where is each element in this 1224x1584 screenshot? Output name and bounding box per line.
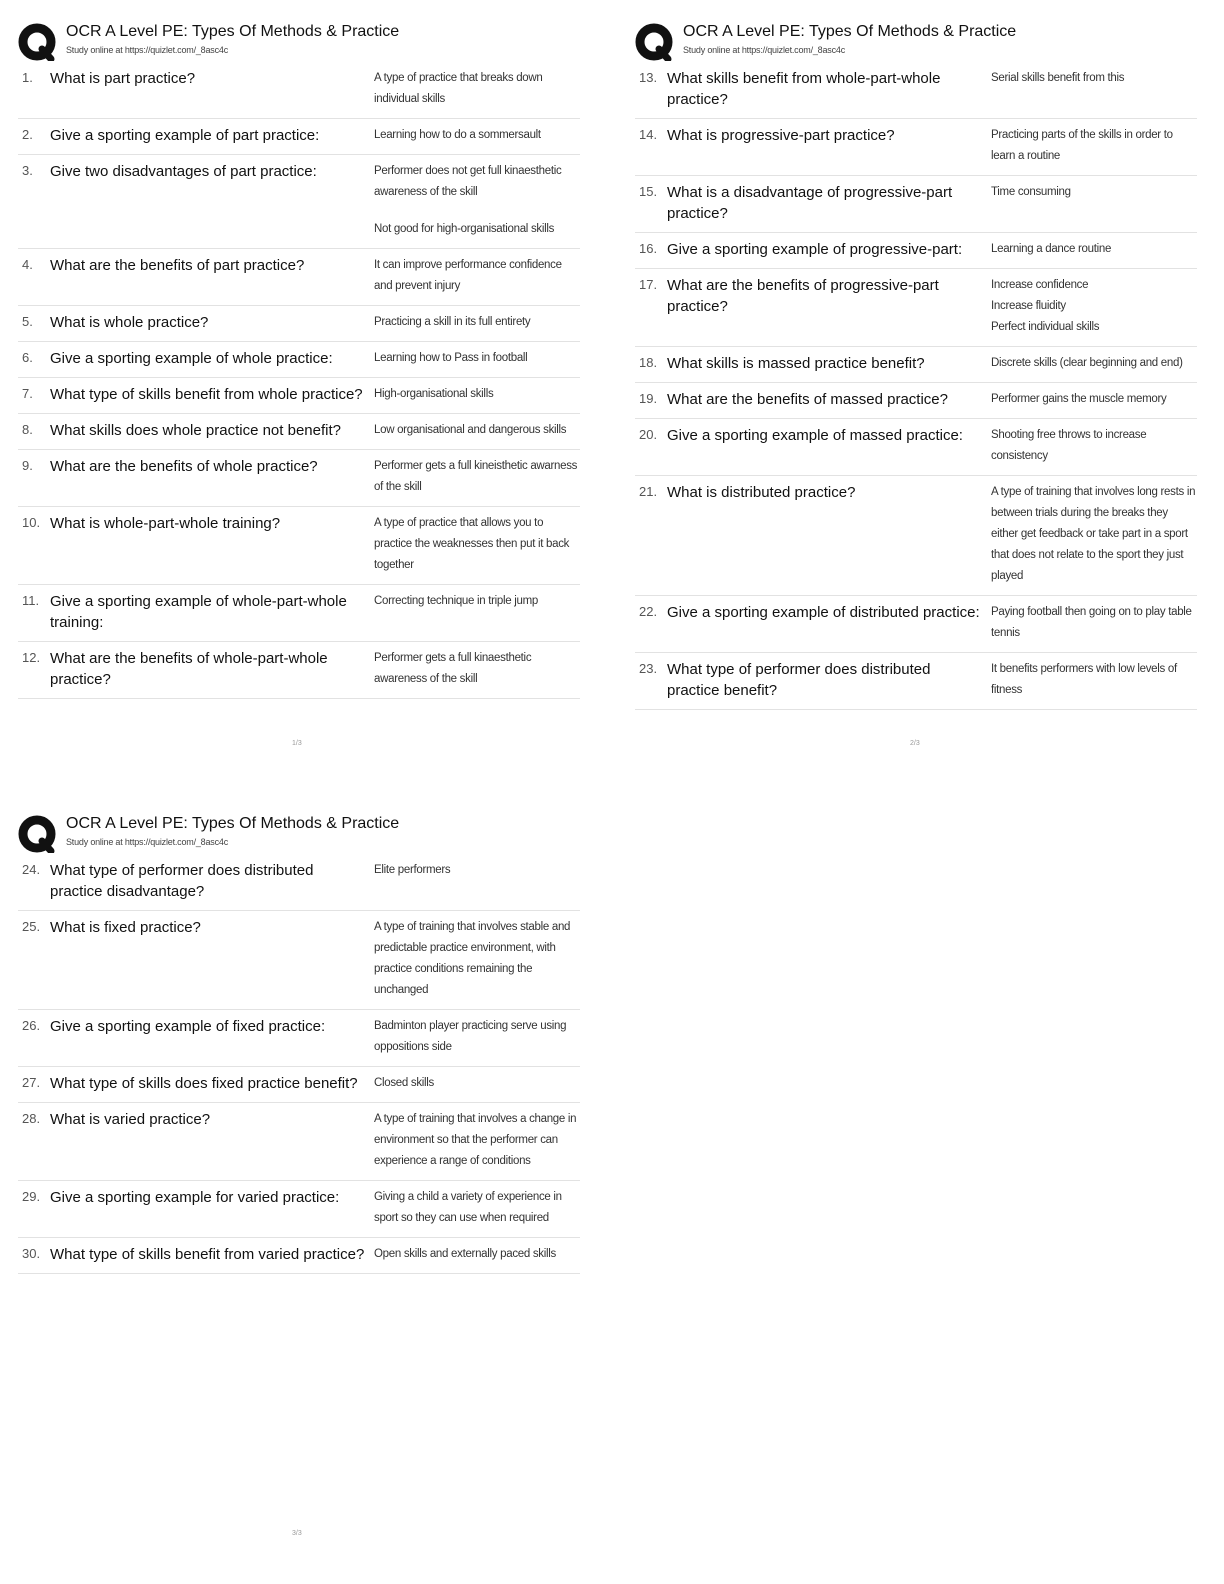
card-number: 8. bbox=[22, 422, 33, 437]
card-answer bbox=[374, 420, 580, 441]
answer-line: Increase confidence bbox=[991, 279, 1089, 291]
page-header bbox=[18, 810, 580, 854]
document-subtitle: Study online at https://quizlet.com/_8asc4c bbox=[683, 45, 845, 55]
flashcard-row bbox=[18, 854, 580, 911]
card-question: What is part practice? bbox=[50, 70, 196, 87]
answer-line: Perfect individual skills bbox=[991, 321, 1100, 333]
card-answer bbox=[374, 1109, 580, 1172]
page-1 bbox=[18, 18, 580, 699]
card-number: 6. bbox=[22, 350, 33, 365]
card-number: 1. bbox=[22, 70, 33, 85]
card-answer bbox=[374, 348, 580, 369]
card-question: What is fixed practice? bbox=[50, 919, 201, 936]
flashcard-row bbox=[18, 1103, 580, 1181]
page-number: 3/3 bbox=[292, 1530, 302, 1537]
flashcard-row bbox=[18, 306, 580, 342]
card-question: What type of skills benefit from varied practice? bbox=[50, 1246, 365, 1263]
card-answer bbox=[374, 591, 580, 633]
answer-line: Paying football then going on to play table tennis bbox=[991, 606, 1192, 639]
card-question: Give a sporting example of distributed practice: bbox=[667, 604, 980, 621]
card-question: What skills does whole practice not benefit? bbox=[50, 422, 341, 439]
card-answer bbox=[991, 602, 1197, 644]
card-number: 2. bbox=[22, 127, 33, 142]
card-question: What type of skills does fixed practice benefit? bbox=[50, 1075, 358, 1092]
card-number: 3. bbox=[22, 163, 33, 178]
card-question: Give two disadvantages of part practice: bbox=[50, 163, 317, 180]
card-number: 18. bbox=[639, 355, 658, 370]
card-answer bbox=[374, 456, 580, 498]
card-question: Give a sporting example of progressive-part: bbox=[667, 241, 963, 258]
answer-line: A type of practice that breaks down individual skills bbox=[374, 72, 543, 105]
card-question: What type of performer does distributed practice disadvantage? bbox=[50, 862, 314, 900]
card-number: 13. bbox=[639, 70, 658, 85]
answer-line: Low organisational and dangerous skills bbox=[374, 424, 567, 436]
card-question: Give a sporting example for varied practice: bbox=[50, 1189, 340, 1206]
flashcard-row bbox=[18, 342, 580, 378]
document-subtitle: Study online at https://quizlet.com/_8asc4c bbox=[66, 45, 228, 55]
card-answer bbox=[374, 384, 580, 405]
flashcard-row bbox=[18, 378, 580, 414]
card-number: 23. bbox=[639, 661, 658, 676]
card-number: 24. bbox=[22, 862, 41, 877]
card-answer bbox=[991, 659, 1197, 701]
card-number: 7. bbox=[22, 386, 33, 401]
card-number: 28. bbox=[22, 1111, 41, 1126]
card-answer bbox=[374, 1073, 580, 1094]
card-question: What skills benefit from whole-part-whole practice? bbox=[667, 70, 941, 108]
card-question: Give a sporting example of whole practice: bbox=[50, 350, 333, 367]
card-answer bbox=[374, 161, 580, 240]
answer-line: Practicing a skill in its full entirety bbox=[374, 316, 531, 328]
flashcard-row bbox=[18, 450, 580, 507]
card-number: 9. bbox=[22, 458, 33, 473]
page-number: 1/3 bbox=[292, 740, 302, 747]
card-question: Give a sporting example of whole-part-whole training: bbox=[50, 593, 347, 631]
card-number: 16. bbox=[639, 241, 658, 256]
flashcard-row bbox=[635, 62, 1197, 119]
document-title: OCR A Level PE: Types Of Methods & Practice bbox=[66, 815, 400, 832]
card-number: 19. bbox=[639, 391, 658, 406]
card-answer bbox=[991, 275, 1197, 338]
quizlet-logo-icon bbox=[635, 23, 673, 61]
page-number: 2/3 bbox=[910, 740, 920, 747]
card-question: What type of skills benefit from whole practice? bbox=[50, 386, 363, 403]
document-title: OCR A Level PE: Types Of Methods & Practice bbox=[66, 23, 400, 40]
card-question: What are the benefits of massed practice? bbox=[667, 391, 948, 408]
card-answer bbox=[374, 1244, 580, 1265]
answer-line: Open skills and externally paced skills bbox=[374, 1248, 556, 1260]
card-answer bbox=[374, 917, 580, 1001]
page-header bbox=[635, 18, 1197, 62]
answer-line: It can improve performance confidence and prevent injury bbox=[374, 259, 562, 292]
answer-line: High-organisational skills bbox=[374, 388, 494, 400]
flashcard-row bbox=[18, 1238, 580, 1274]
flashcard-row bbox=[18, 911, 580, 1010]
card-question: What skills is massed practice benefit? bbox=[667, 355, 925, 372]
card-answer bbox=[991, 389, 1197, 410]
flashcard-row bbox=[635, 476, 1197, 596]
flashcard-row bbox=[635, 233, 1197, 269]
card-number: 5. bbox=[22, 314, 33, 329]
card-number: 26. bbox=[22, 1018, 41, 1033]
card-question: What is a disadvantage of progressive-part practice? bbox=[667, 184, 953, 222]
flashcard-row bbox=[18, 155, 580, 249]
card-number: 14. bbox=[639, 127, 658, 142]
answer-line: Time consuming bbox=[991, 186, 1071, 198]
answer-line: Shooting free throws to increase consistency bbox=[991, 429, 1147, 462]
card-question: What are the benefits of part practice? bbox=[50, 257, 305, 274]
answer-line: Performer does not get full kinaesthetic awareness of the skill bbox=[374, 165, 562, 198]
card-number: 22. bbox=[639, 604, 658, 619]
card-question: Give a sporting example of fixed practice: bbox=[50, 1018, 326, 1035]
flashcard-row bbox=[18, 585, 580, 642]
answer-line: A type of training that involves stable and predictable practice environment, with practice conditions remaining the unchanged bbox=[374, 921, 571, 996]
quizlet-logo-icon bbox=[18, 815, 56, 853]
answer-line: Learning how to do a sommersault bbox=[374, 129, 541, 141]
answer-line: Not good for high-organisational skills bbox=[374, 223, 555, 235]
answer-line: A type of practice that allows you to practice the weaknesses then put it back together bbox=[374, 517, 570, 571]
card-question: What are the benefits of progressive-part practice? bbox=[667, 277, 939, 315]
flashcard-row bbox=[18, 119, 580, 155]
answer-spacer bbox=[374, 203, 580, 219]
card-question: What is whole-part-whole training? bbox=[50, 515, 281, 532]
flashcard-row bbox=[18, 507, 580, 585]
answer-line: Badminton player practicing serve using oppositions side bbox=[374, 1020, 567, 1053]
card-list bbox=[18, 854, 580, 1274]
card-answer bbox=[991, 68, 1197, 110]
flashcard-row bbox=[635, 596, 1197, 653]
card-answer bbox=[374, 1016, 580, 1058]
flashcard-row bbox=[635, 119, 1197, 176]
card-answer bbox=[991, 182, 1197, 224]
card-number: 21. bbox=[639, 484, 658, 499]
flashcard-row bbox=[635, 653, 1197, 710]
card-number: 29. bbox=[22, 1189, 41, 1204]
flashcard-row bbox=[18, 249, 580, 306]
page-2 bbox=[635, 18, 1197, 710]
quizlet-logo-icon bbox=[18, 23, 56, 61]
card-answer bbox=[991, 482, 1197, 587]
answer-line: Elite performers bbox=[374, 864, 451, 876]
answer-line: Correcting technique in triple jump bbox=[374, 595, 539, 607]
card-answer bbox=[374, 1187, 580, 1229]
card-answer bbox=[991, 353, 1197, 374]
card-question: What is varied practice? bbox=[50, 1111, 211, 1128]
document-subtitle: Study online at https://quizlet.com/_8asc4c bbox=[66, 837, 228, 847]
answer-line: Performer gets a full kineisthetic awarness of the skill bbox=[374, 460, 578, 493]
card-number: 17. bbox=[639, 277, 658, 292]
flashcard-row bbox=[18, 414, 580, 450]
card-answer bbox=[991, 239, 1197, 260]
flashcard-row bbox=[18, 62, 580, 119]
card-number: 27. bbox=[22, 1075, 41, 1090]
document-title: OCR A Level PE: Types Of Methods & Practice bbox=[683, 23, 1017, 40]
card-list bbox=[635, 62, 1197, 710]
answer-line: Increase fluidity bbox=[991, 300, 1066, 312]
card-question: What is progressive-part practice? bbox=[667, 127, 895, 144]
card-question: What is distributed practice? bbox=[667, 484, 856, 501]
card-answer bbox=[374, 513, 580, 576]
flashcard-row bbox=[635, 347, 1197, 383]
card-answer bbox=[374, 860, 580, 902]
answer-line: Discrete skills (clear beginning and end) bbox=[991, 357, 1183, 369]
answer-line: Performer gets a full kinaesthetic awareness of the skill bbox=[374, 652, 532, 685]
card-answer bbox=[374, 312, 580, 333]
flashcard-row bbox=[635, 383, 1197, 419]
card-answer bbox=[991, 125, 1197, 167]
card-answer bbox=[991, 425, 1197, 467]
flashcard-row bbox=[18, 1010, 580, 1067]
card-question: What are the benefits of whole practice? bbox=[50, 458, 318, 475]
flashcard-row bbox=[18, 1181, 580, 1238]
answer-line: Learning how to Pass in football bbox=[374, 352, 528, 364]
card-number: 30. bbox=[22, 1246, 41, 1261]
card-answer bbox=[374, 68, 580, 110]
card-number: 15. bbox=[639, 184, 658, 199]
card-answer bbox=[374, 255, 580, 297]
flashcard-row bbox=[635, 419, 1197, 476]
answer-line: A type of training that involves a change in environment so that the performer can experience a range of conditions bbox=[374, 1113, 577, 1167]
card-number: 25. bbox=[22, 919, 41, 934]
card-question: What is whole practice? bbox=[50, 314, 209, 331]
answer-line: Giving a child a variety of experience in sport so they can use when required bbox=[374, 1191, 562, 1224]
card-question: Give a sporting example of massed practice: bbox=[667, 427, 963, 444]
answer-line: Serial skills benefit from this bbox=[991, 72, 1125, 84]
page-3 bbox=[18, 810, 580, 1274]
answer-line: A type of training that involves long rests in between trials during the breaks they either get feedback or take part in a sport that does not relate to the sport they just played bbox=[991, 486, 1196, 582]
page-header bbox=[18, 18, 580, 62]
card-answer bbox=[374, 125, 580, 146]
card-number: 12. bbox=[22, 650, 41, 665]
card-list bbox=[18, 62, 580, 699]
flashcard-row bbox=[635, 176, 1197, 233]
card-number: 4. bbox=[22, 257, 33, 272]
card-number: 10. bbox=[22, 515, 41, 530]
flashcard-row bbox=[18, 642, 580, 699]
answer-line: Practicing parts of the skills in order to learn a routine bbox=[991, 129, 1173, 162]
answer-line: Performer gains the muscle memory bbox=[991, 393, 1167, 405]
card-number: 11. bbox=[22, 593, 40, 608]
flashcard-row bbox=[18, 1067, 580, 1103]
card-answer bbox=[374, 648, 580, 690]
answer-line: It benefits performers with low levels of fitness bbox=[991, 663, 1177, 696]
card-question: What type of performer does distributed practice benefit? bbox=[667, 661, 931, 699]
answer-line: Closed skills bbox=[374, 1077, 435, 1089]
card-question: What are the benefits of whole-part-whole practice? bbox=[50, 650, 328, 688]
flashcard-row bbox=[635, 269, 1197, 347]
card-number: 20. bbox=[639, 427, 658, 442]
answer-line: Learning a dance routine bbox=[991, 243, 1112, 255]
card-question: Give a sporting example of part practice: bbox=[50, 127, 320, 144]
